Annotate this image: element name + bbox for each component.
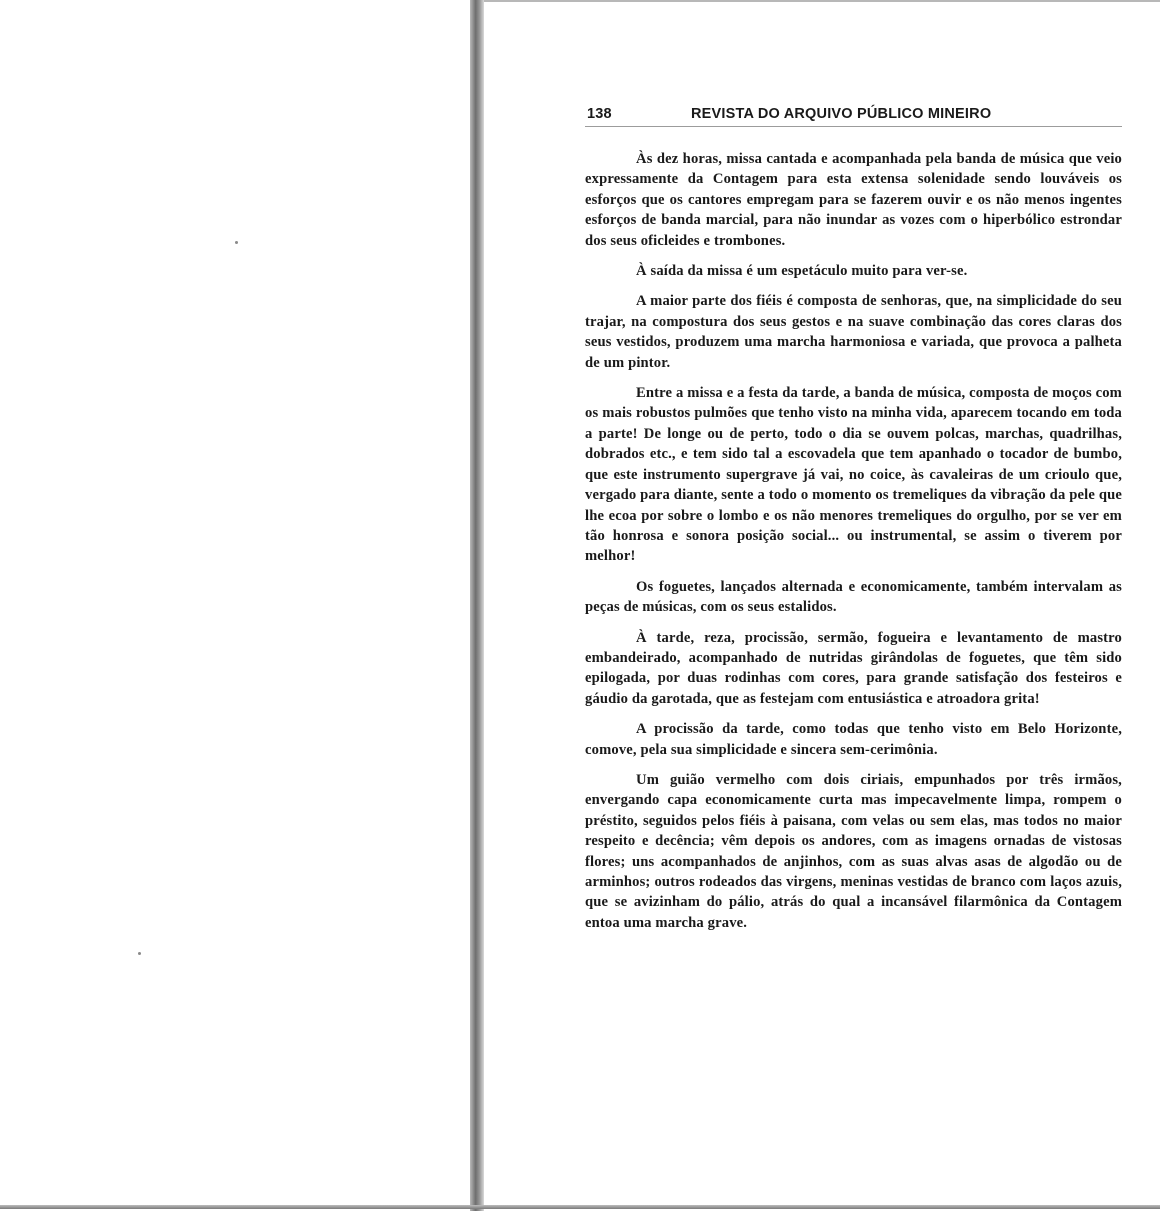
page-top-edge [484,0,1160,2]
paper-speck [138,952,141,955]
paragraph: Entre a missa e a festa da tarde, a banda de música, composta de moços com os mais robustos pulmões que tenho visto na minha vida, aparecem tocando em toda a parte! De longe ou de perto, todo o dia se ouvem polcas, marchas, quadrilhas, dobrados etc., e tem sido tal a escovadela que tem apanhado o tocador de bumbo, que este instrumento supergrave já vai, no coice, às cavaleiras de um crioulo que, vergado para diante, sente a todo o momento os tremeliques da vibração da pele que lhe ecoa por sobre o lombo e os não menores tremeliques do orgulho, por se ver em tão honrosa e sonora posição social... ou instrumental, se assim o tiverem por melhor! [585,385,1122,565]
paper-speck [235,241,238,244]
paragraph: A procissão da tarde, como todas que tenho visto em Belo Horizonte, comove, pela sua simplicidade e sincera sem-cerimônia. [585,721,1122,758]
page-number: 138 [587,106,612,122]
blank-facing-page [0,0,470,1211]
paragraph: Às dez horas, missa cantada e acompanhada pela banda de música que veio expressamente da Contagem para esta extensa solenidade sendo louváveis os esforços que os cantores empregam para se fazerem ouvir e os não menos ingentes esforços de banda marcial, para não inundar as vozes com o hiperbólico estrondar dos seus oficleides e trombones. [585,151,1122,249]
paragraph: Os foguetes, lançados alternada e economicamente, também intervalam as peças de músicas, com os seus estalidos. [585,578,1122,616]
book-gutter [470,0,484,1211]
journal-title: REVISTA DO ARQUIVO PÚBLICO MINEIRO [691,106,992,122]
paragraph: Um guião vermelho com dois ciriais, empunhados por três irmãos, envergando capa economicamente curta mas impecavelmente limpa, rompem o préstito, seguidos pelos fiéis à paisana, com velas ou sem elas, mas todos no maior respeito e decência; vêm depois os andores, com as imagens ornadas de vistosas flores; uns acompanhados de anjinhos, com as suas alvas asas de algodão ou de arminhos; outros rodeados das virgens, meninas vestidas de branco com laços azuis, que se avizinham do pálio, atrás do qual a incansável filarmônica da Contagem entoa uma marcha grave. [585,771,1122,931]
body-text [585,149,1122,933]
paragraph: A maior parte dos fiéis é composta de senhoras, que, na simplicidade do seu trajar, na compostura dos seus gestos e na suave combinação das cores claras dos seus vestidos, produzem uma marcha harmoniosa e variada, que provoca a palheta de um pintor. [585,293,1122,371]
document-page [585,104,1122,943]
running-header [585,104,1122,127]
page-bottom-edge [0,1205,1160,1209]
paragraph: À tarde, reza, procissão, sermão, fogueira e levantamento de mastro embandeirado, acompanhado de nutridas girândolas de foguetes, que têm sido epilogada, por duas rodinhas com cores, para grande satisfação dos festeiros e gáudio da garotada, que as festejam com entusiástica e atroadora grita! [585,629,1122,707]
paragraph: À saída da missa é um espetáculo muito para ver-se. [636,263,968,280]
